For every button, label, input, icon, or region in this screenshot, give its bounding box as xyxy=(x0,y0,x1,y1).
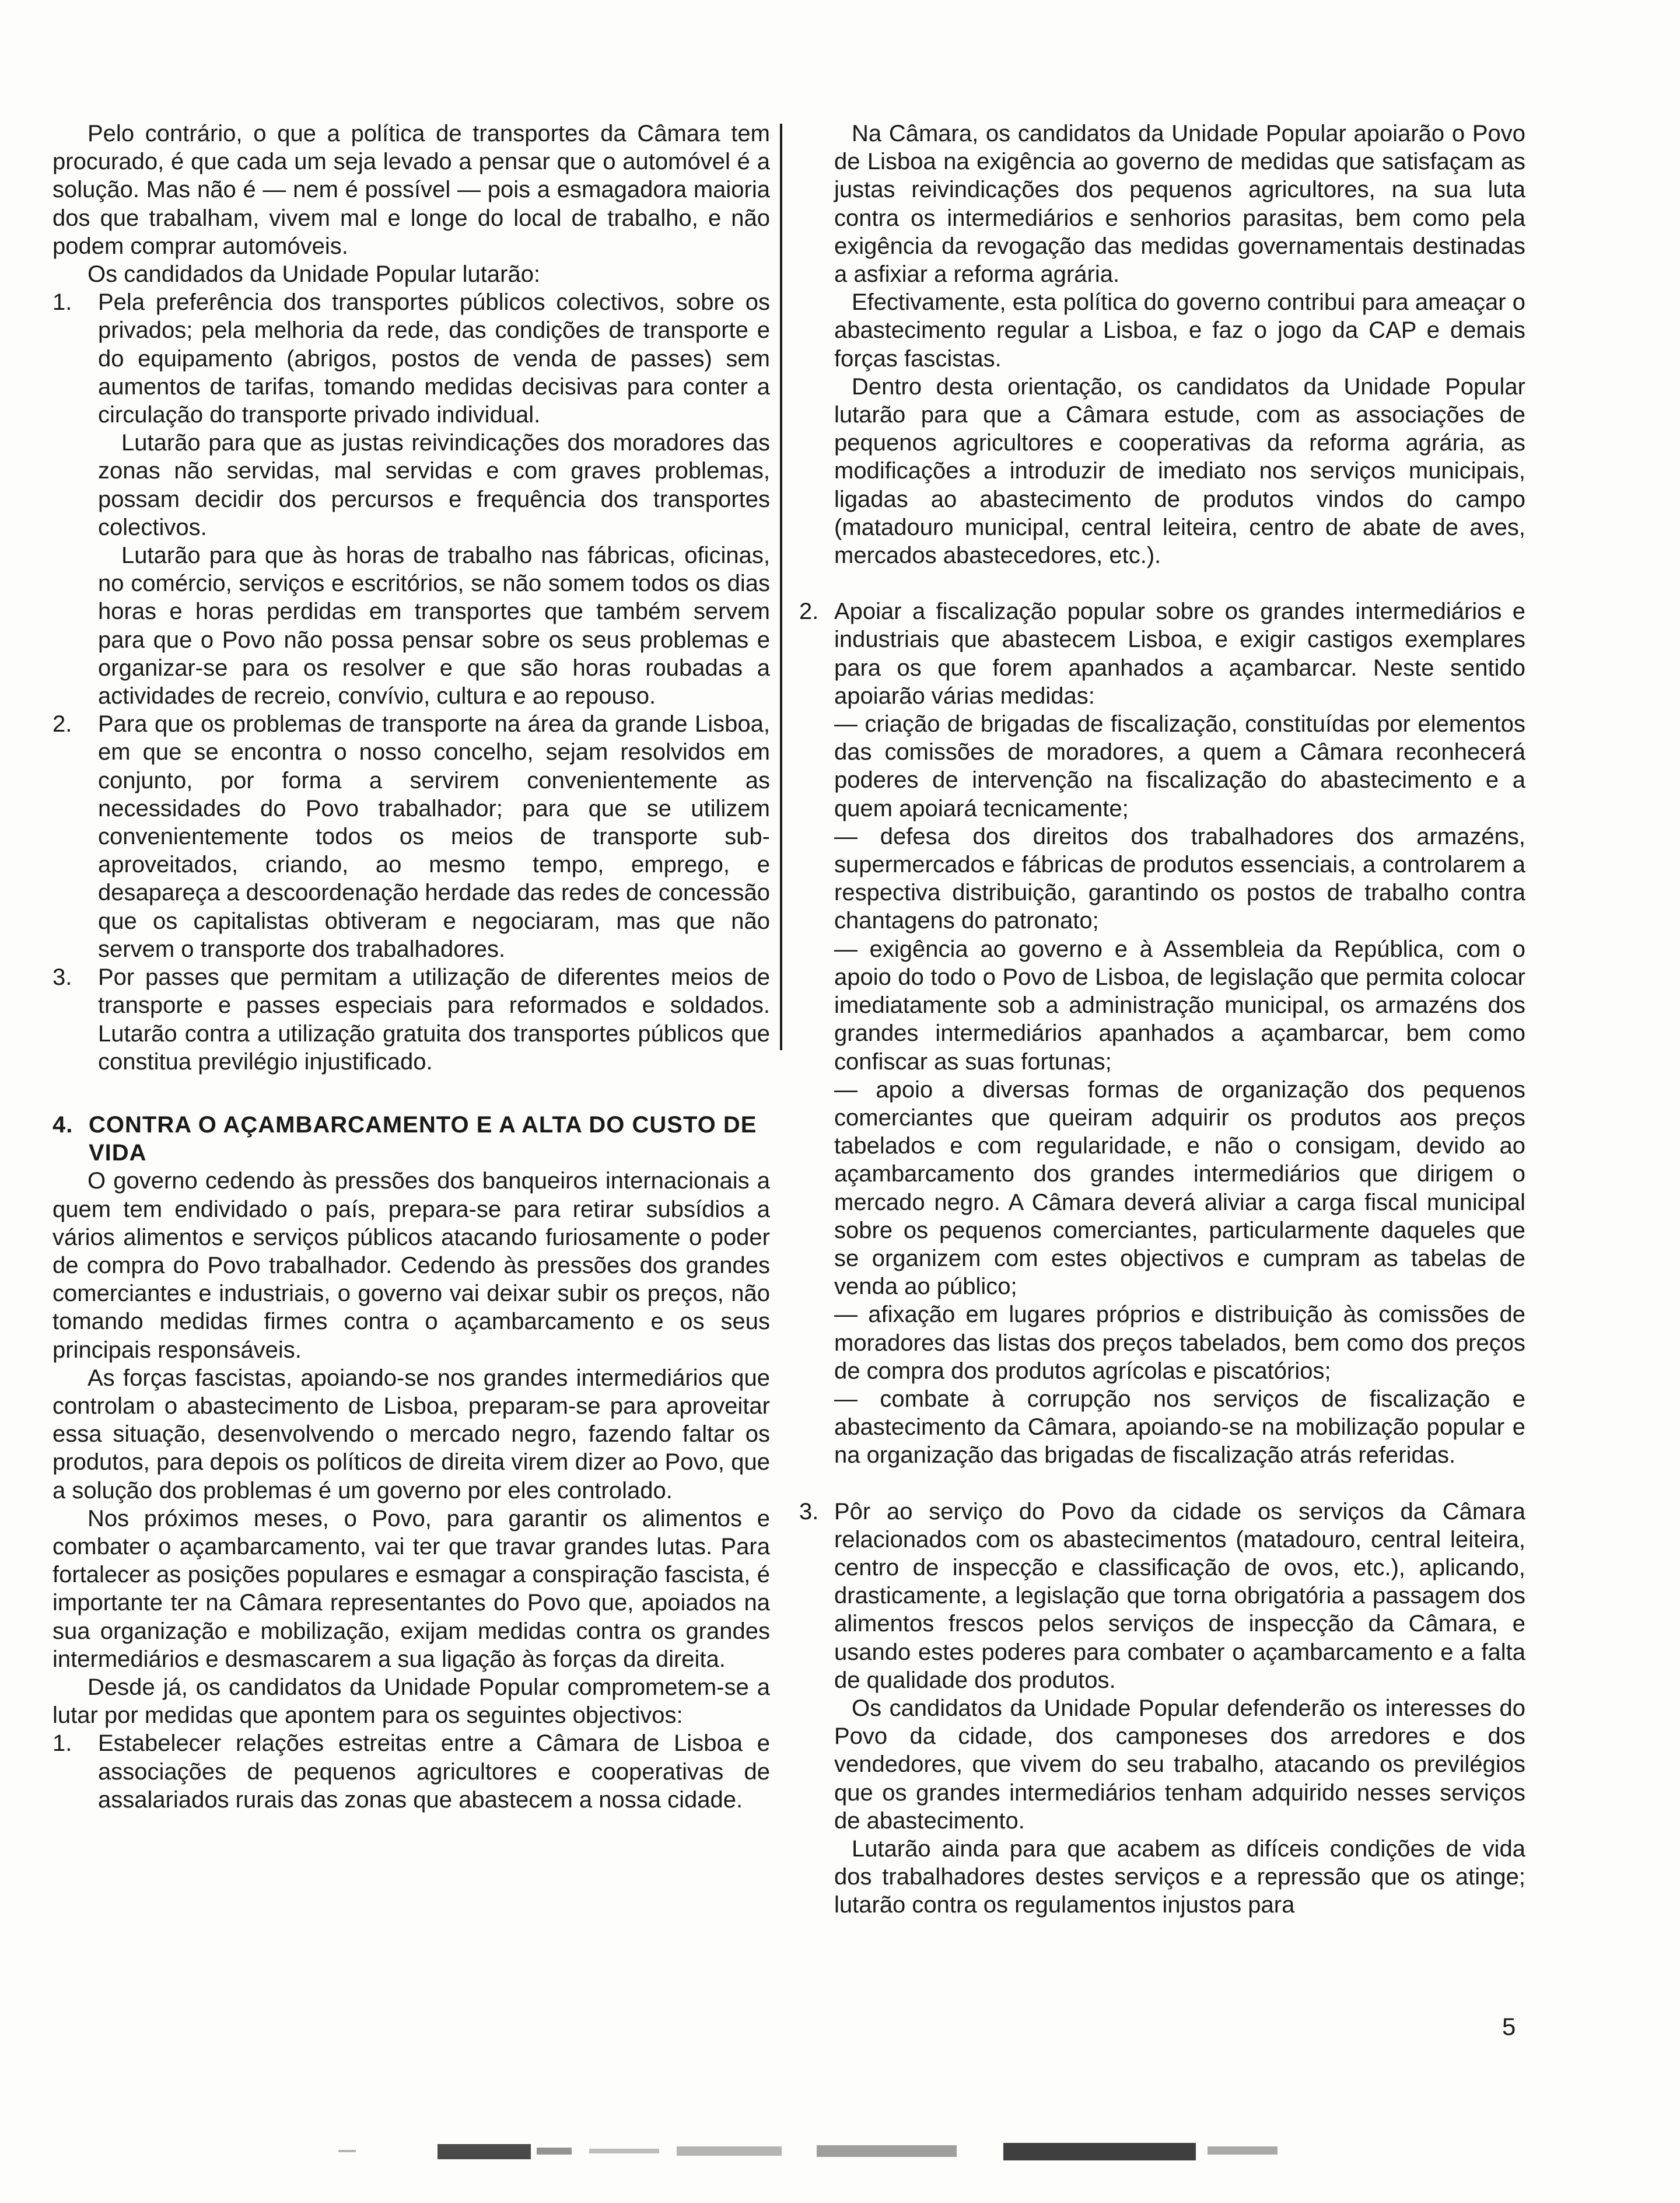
list-item xyxy=(52,710,770,963)
list-item-continuation: Lutarão para que às horas de trabalho nas fábricas, oficinas, no comércio, serviços e escritórios, se não somem todos os dias horas e horas perdidas em transportes que também servem para que o Povo não possa pensar sobre os seus problemas e organizar-se para os resolver e que são horas roubadas a actividades de recreio, convívio, cultura e ao repouso. xyxy=(98,543,770,709)
list-item xyxy=(799,1498,1525,1919)
body-paragraph: As forças fascistas, apoiando-se nos grandes intermediários que controlam o abastecimento de Lisboa, preparam-se para aproveitar essa situação, desenvolvendo o mercado negro, fazendo faltar os produtos, para depois os políticos de direita virem dizer ao Povo, que a solução dos problemas é um governo por eles controlado. xyxy=(52,1365,770,1503)
intro-paragraph: Pelo contrário, o que a política de transportes da Câmara tem procurado, é que cada um seja levado a pensar que o automóvel é a solução. Mas não é — nem é possível — pois a esmagadora maioria dos que trabalham, vivem mal e longe do local de trabalho, e não podem comprar automóveis. xyxy=(52,121,770,259)
measure-item: — criação de brigadas de fiscalização, constituídas por elementos das comissões de moradores, a quem a Câmara reconhecerá poderes de intervenção na fiscalização do abastecimento e a quem apoiará tecnicamente; xyxy=(834,711,1525,821)
list-number: 2. xyxy=(799,599,819,625)
list-item-text: Apoiar a fiscalização popular sobre os grandes intermediários e industriais que abastecem Lisboa, e exigir castigos exemplares para os que forem apanhados a açambarcar. Neste sentido apoiarão várias medidas: xyxy=(834,599,1525,709)
measure-item: — afixação em lugares próprios e distribuição às comissões de moradores das listas dos preços tabelados, bem como dos preços de compra dos produtos agrícolas e piscatórios; xyxy=(834,1302,1525,1384)
list-item xyxy=(52,1729,770,1814)
measure-item: — combate à corrupção nos serviços de fiscalização e abastecimento da Câmara, apoiando-se na mobilização popular e na organização das brigadas de fiscalização atrás referidas. xyxy=(834,1386,1525,1468)
list-item-text: Pela preferência dos transportes públicos colectivos, sobre os privados; pela melhoria da rede, das condições de transporte e do equipamento (abrigos, postos de venda de passes) sem aumentos de tarifas, tomando medidas decisivas para conter a circulação do transporte privado individual. xyxy=(98,289,770,428)
list-item-text: Para que os problemas de transporte na área da grande Lisboa, em que se encontra o nosso concelho, sejam resolvidos em conjunto, por forma a servirem convenientemente as necessidades do Povo trabalhador; para que se utilizem convenientemente todos os meios de transporte sub-aproveitados, criando, ao mesmo tempo, emprego, e desapareça a descoordenação herdade das redes de concessão que os capitalistas obtiveram e negociaram, mas que não servem o transporte dos trabalhadores. xyxy=(98,711,770,962)
list-item-continuation: Dentro desta orientação, os candidatos da Unidade Popular lutarão para que a Câmara estude, com as associações de pequenos agricultores e cooperativas da reforma agrária, as modificações a introduzir de imediato nos serviços municipais, ligadas ao abastecimento de produtos vindos do campo (matadouro municipal, central leiteira, centro de abate de aves, mercados abastecedores, etc.). xyxy=(834,373,1525,569)
list-number: 1. xyxy=(52,289,72,316)
section-heading xyxy=(52,1111,770,1167)
measure-item: — apoio a diversas formas de organização dos pequenos comerciantes que queiram adquirir os produtos aos preços tabelados e com regularidade, e não o consigam, devido ao açambarcamento dos grandes intermediários que dirigem o mercado negro. A Câmara deverá aliviar a carga fiscal municipal sobre os pequenos comerciantes, particularmente daqueles que se organizem com estes objectivos e cumpram as tabelas de venda ao público; xyxy=(834,1076,1525,1300)
body-paragraph: Nos próximos meses, o Povo, para garantir os alimentos e combater o açambarcamento, vai ter que travar grandes lutas. Para fortalecer as posições populares e esmagar a conspiração fascista, é importante ter na Câmara representantes do Povo que, apoiados na sua organização e mobilização, exijam medidas contra os grandes intermediários e desmascarem a sua ligação às forças da direita. xyxy=(52,1505,770,1672)
list-item-continuation: Lutarão para que as justas reivindicações dos moradores das zonas não servidas, mal servidas e com graves problemas, possam decidir dos percursos e frequência dos transportes colectivos. xyxy=(98,430,770,540)
body-paragraph: Desde já, os candidatos da Unidade Popular comprometem-se a lutar por medidas que apontem para os seguintes objectivos: xyxy=(52,1674,770,1729)
list-item-text: Por passes que permitam a utilização de diferentes meios de transporte e passes especiais para reformados e soldados. Lutarão contra a utilização gratuita dos transportes públicos que constitua previlégio injustificado. xyxy=(98,964,770,1075)
list-item-text: Estabelecer relações estreitas entre a Câmara de Lisboa e associações de pequenos agricultores e cooperativas de assalariados rurais das zonas que abastecem a nossa cidade. xyxy=(98,1730,770,1813)
left-column xyxy=(52,120,770,1814)
measure-item: — defesa dos direitos dos trabalhadores dos armazéns, supermercados e fábricas de produtos essenciais, a controlarem a respectiva distribuição, garantindo os postos de trabalho contra chantagens do patronato; xyxy=(834,823,1525,934)
scan-artifact xyxy=(315,2138,1318,2165)
list-item xyxy=(52,288,770,429)
list-item xyxy=(52,963,770,1076)
page-number: 5 xyxy=(1502,2013,1516,2040)
right-column xyxy=(799,120,1525,1919)
intro-lead-in: Os candidados da Unidade Popular lutarão: xyxy=(88,261,541,288)
list-number: 2. xyxy=(52,711,72,737)
list-item-continuation: Lutarão ainda para que acabem as difíceis condições de vida dos trabalhadores destes serviços e a repressão que os atinge; lutarão contra os regulamentos injustos para xyxy=(834,1835,1525,1918)
body-paragraph: O governo cedendo às pressões dos banqueiros internacionais a quem tem endividado o país, prepara-se para retirar subsídios a vários alimentos e serviços públicos atacando furiosamente o poder de compra do Povo trabalhador. Cedendo às pressões dos grandes comerciantes e industriais, o governo vai deixar subir os preços, não tomando medidas firmes contra o açambarcamento e os seus principais responsáveis. xyxy=(52,1168,770,1363)
measure-item: — exigência ao governo e à Assembleia da República, com o apoio do todo o Povo de Lisboa, de legislação que permita colocar imediatamente sob a administração municipal, os armazéns dos grandes intermediários apanhados a açambarcar, bem como confiscar as suas fortunas; xyxy=(834,936,1525,1075)
list-number: 3. xyxy=(52,964,72,991)
list-item-text: Pôr ao serviço do Povo da cidade os serviços da Câmara relacionados com os abastecimentos (matadouro, central leiteira, centro de inspecção e classificação de ovos, etc.), aplicando, drasticamente, a legislação que torna obrigatória a passagem dos alimentos frescos pelos serviços de inspecção da Câmara, e usando estes poderes para combater o açambarcamento e a falta de qualidade dos produtos. xyxy=(834,1498,1525,1693)
section-title: CONTRA O AÇAMBARCAMENTO E A ALTA DO CUSTO DE VIDA xyxy=(89,1111,757,1166)
list-item xyxy=(799,597,1525,1469)
section-number: 4. xyxy=(52,1111,74,1138)
list-item-continuation: Os candidatos da Unidade Popular defenderão os interesses do Povo da cidade, dos camponeses dos arredores e dos vendedores, que vivem do seu trabalho, atacando os previlégios que os grandes intermediários tenham adquirido nesses serviços de abastecimento. xyxy=(834,1695,1525,1834)
column-divider xyxy=(780,124,782,1050)
list-item-continuation: Na Câmara, os candidatos da Unidade Popular apoiarão o Povo de Lisboa na exigência ao governo de medidas que satisfaçam as justas reivindicações dos pequenos agricultores, na sua luta contra os intermediários e senhorios parasitas, bem como pela exigência da revogação das medidas governamentais destinadas a asfixiar a reforma agrária. xyxy=(834,121,1525,288)
list-item-continuation: Efectivamente, esta política do governo contribui para ameaçar o abastecimento regular a Lisboa, e faz o jogo da CAP e demais forças fascistas. xyxy=(834,289,1525,372)
list-number: 3. xyxy=(799,1498,819,1524)
list-number: 1. xyxy=(52,1730,72,1757)
